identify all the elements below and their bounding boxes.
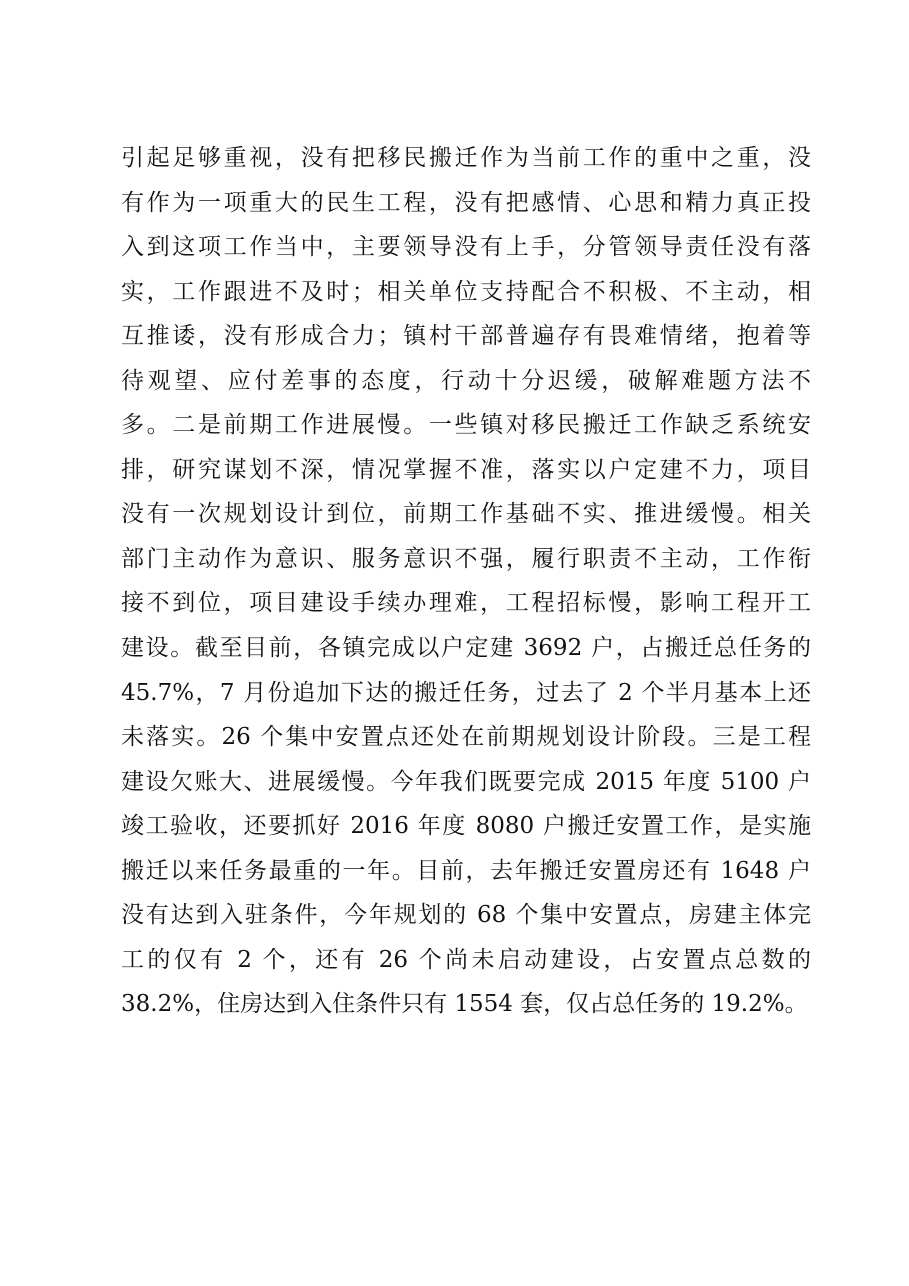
text-line: 建设欠账大、进展缓慢。今年我们既要完成 2015 年度 5100 户 [121, 768, 811, 795]
text-line: 搬迁以来任务最重的一年。目前，去年搬迁安置房还有 1648 户 [121, 857, 811, 884]
text-line: 没有一次规划设计到位，前期工作基础不实、推进缓慢。相关 [121, 501, 811, 528]
text-line: 竣工验收，还要抓好 2016 年度 8080 户搬迁安置工作，是实施 [121, 813, 811, 840]
text-line: 入到这项工作当中，主要领导没有上手，分管领导责任没有落 [121, 234, 811, 261]
body-paragraph [121, 136, 811, 1027]
text-line: 多。二是前期工作进展慢。一些镇对移民搬迁工作缺乏系统安 [121, 412, 811, 439]
text-line: 互推诿，没有形成合力；镇村干部普遍存有畏难情绪，抱着等 [121, 323, 811, 350]
text-line: 有作为一项重大的民生工程，没有把感情、心思和精力真正投 [121, 189, 811, 216]
text-line: 部门主动作为意识、服务意识不强，履行职责不主动，工作衔 [121, 545, 811, 572]
text-line: 工的仅有 2 个，还有 26 个尚未启动建设，占安置点总数的 [121, 946, 811, 973]
text-line: 建设。截至目前，各镇完成以户定建 3692 户，占搬迁总任务的 [121, 635, 811, 662]
text-line: 待观望、应付差事的态度，行动十分迟缓，破解难题方法不 [121, 367, 811, 394]
text-line: 接不到位，项目建设手续办理难，工程招标慢，影响工程开工 [121, 590, 811, 617]
text-line: 引起足够重视，没有把移民搬迁作为当前工作的重中之重，没 [121, 145, 811, 171]
text-line: 实，工作跟进不及时；相关单位支持配合不积极、不主动，相 [121, 278, 811, 305]
text-line: 没有达到入驻条件，今年规划的 68 个集中安置点，房建主体完 [121, 902, 811, 929]
text-line: 排，研究谋划不深，情况掌握不准，落实以户定建不力，项目 [121, 456, 811, 483]
text-line: 未落实。26 个集中安置点还处在前期规划设计阶段。三是工程 [121, 724, 811, 751]
text-line: 45.7%，7 月份追加下达的搬迁任务，过去了 2 个半月基本上还 [121, 679, 811, 706]
text-line: 38.2%，住房达到入住条件只有 1554 套，仅占总任务的 19.2%。 [121, 991, 808, 1018]
